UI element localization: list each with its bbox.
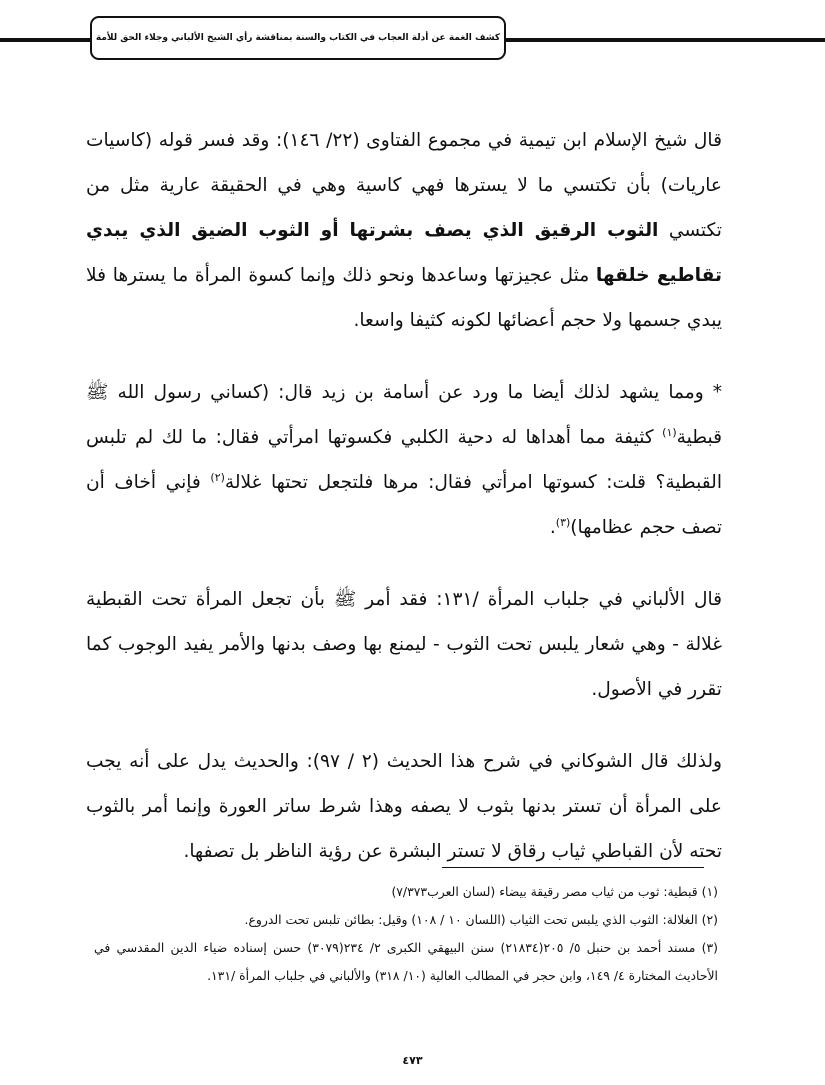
paragraph-2-part-3: فإني أخاف أن تصف حجم عظامها) [86,472,722,538]
paragraph-albani: قال الألباني في جلباب المرأة /١٣١: فقد أمر ﷺ بأن تجعل المرأة تحت القبطية غلالة - وهي شعار يلبس تحت الثوب - ليمنع بها وصف بدنها والأمر يفيد الوجوب كما تقرر في الأصول. [86,589,723,700]
main-text [86,118,722,874]
paragraph-shawkani: ولذلك قال الشوكاني في شرح هذا الحديث (٢ / ٩٧): والحديث يدل على أنه يجب على المرأة أن تستر بدنها بثوب لا يصفه وهذا شرط ساتر العورة وإنما أمر بالثوب تحته لأن القباطي ثياب رقاق لا تستر البشرة عن رؤية الناظر بل تصفها. [86,751,722,862]
footnotes [94,878,718,990]
footnote-divider [442,867,704,868]
paragraph-2-part-4: . [549,517,556,538]
footnote-ref-3[interactable]: (٣) [555,515,571,529]
paragraph-ibn-taymiyyah [86,118,722,343]
running-header [90,16,506,60]
footnote-1: (١) قبطية: ثوب من ثياب مصر رقيقة بيضاء (لسان العرب٧/٣٧٣) [391,884,718,899]
paragraph-1-intro: قال شيخ الإسلام ابن تيمية في مجموع الفتاوى (٢٢/ ١٤٦): وقد فسر قوله (كاسيات عاريات) بأن تكتسي ما لا يسترها فهي كاسية وهي في الحقيقة عارية مثل من تكتسي [86,130,722,241]
footnote-3: (٣) مسند أحمد بن حنبل ٥/ ٢٠٥(٢١٨٣٤) سنن البيهقي الكبرى ٢/ ٢٣٤(٣٠٧٩) حسن إسناده ضياء الدين المقدسي في الأحاديث المختارة ٤/ ١٤٩، وابن حجر في المطالب العالية (١٠/ ٣١٨) والألباني في جلباب المرأة /١٣١. [94,940,718,983]
paragraph-1-emphasis: الثوب الرقيق الذي يصف بشرتها أو الثوب الضيق الذي يبدي تقاطيع خلقها [86,220,722,286]
paragraph-2-part-1: * ومما يشهد لذلك أيضا ما ورد عن أسامة بن زيد قال: (كساني رسول الله ﷺ قبطية [86,382,722,448]
running-header-title: كشف الغمة عن أدلة العجاب في الكتاب والسنة بمناقشة رأي الشيخ الألباني وجلاء الحق للأمة [95,33,501,43]
header-rule-left [0,38,92,42]
footnote-ref-2[interactable]: (٢) [210,470,225,484]
paragraph-1-rest: مثل عجيزتها وساعدها ونحو ذلك وإنما كسوة المرأة ما يسترها فلا يبدي جسمها ولا حجم أعضائها لكونه كثيفا واسعا. [86,265,722,331]
paragraph-2-part-2: كثيفة مما أهداها له دحية الكلبي فكسوتها امرأتي فقال: ما لك لم تلبس القبطية؟ قلت: كسوتها امرأتي فقال: مرها فلتجعل تحتها غلالة [86,427,722,493]
paragraph-usama-hadith [86,370,722,550]
page-number: ٤٧٣ [402,1054,423,1067]
footnote-ref-1[interactable]: (١) [662,425,677,439]
footnote-2: (٢) الغلالة: الثوب الذي يلبس تحت الثياب (اللسان ١٠ / ١٠٨) وقيل: بطائن تلبس تحت الدروع. [244,912,718,927]
header-rule-right [506,38,825,42]
